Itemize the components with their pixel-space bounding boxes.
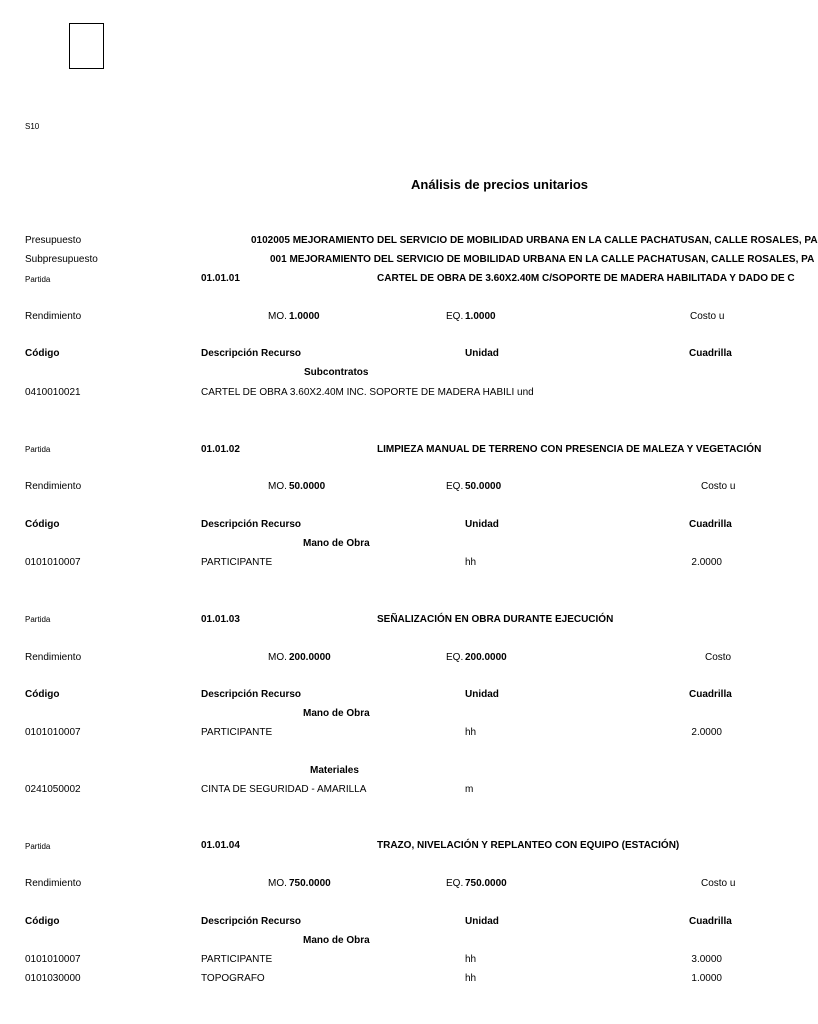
resource-description: PARTICIPANTE xyxy=(201,557,273,568)
partida-label: Partida xyxy=(25,842,51,851)
resource-description: PARTICIPANTE xyxy=(201,954,273,965)
rendimiento-label: Rendimiento xyxy=(25,878,82,889)
codigo-header: Código xyxy=(25,348,60,359)
group-header: Materiales xyxy=(310,765,359,776)
codigo-header: Código xyxy=(25,916,60,927)
partida-code: 01.01.03 xyxy=(201,614,240,625)
resource-code: 0241050002 xyxy=(25,784,81,795)
resource-unit: hh xyxy=(465,973,477,984)
resource-description: CARTEL DE OBRA 3.60X2.40M INC. SOPORTE DE MADERA HABILI und xyxy=(201,387,534,398)
partida-code: 01.01.04 xyxy=(201,840,240,851)
costo-label: Costo u xyxy=(701,878,736,889)
resource-cuadrilla: 2.0000 xyxy=(691,557,722,568)
partida-description: TRAZO, NIVELACIÓN Y REPLANTEO CON EQUIPO (ESTACIÓN) xyxy=(377,840,680,851)
eq-label: EQ. xyxy=(446,652,464,663)
descripcion-header: Descripción Recurso xyxy=(201,916,302,927)
partida-description: LIMPIEZA MANUAL DE TERRENO CON PRESENCIA DE MALEZA Y VEGETACIÓN xyxy=(377,444,762,455)
mo-label: MO. xyxy=(268,878,287,889)
codigo-header: Código xyxy=(25,519,60,530)
mo-label: MO. xyxy=(268,652,287,663)
resource-code: 0410010021 xyxy=(25,387,81,398)
unidad-header: Unidad xyxy=(465,348,499,359)
resource-code: 0101010007 xyxy=(25,954,81,965)
codigo-header: Código xyxy=(25,689,60,700)
rendimiento-label: Rendimiento xyxy=(25,652,82,663)
partida-label: Partida xyxy=(25,445,51,454)
group-header: Mano de Obra xyxy=(303,538,370,549)
presupuesto-label: Presupuesto xyxy=(25,235,82,246)
subpresupuesto-label: Subpresupuesto xyxy=(25,254,98,265)
mo-value: 50.0000 xyxy=(289,481,326,492)
eq-value: 750.0000 xyxy=(465,878,507,889)
partida-description: CARTEL DE OBRA DE 3.60X2.40M C/SOPORTE DE MADERA HABILITADA Y DADO DE C xyxy=(377,273,795,284)
partida-label: Partida xyxy=(25,615,51,624)
resource-unit: hh xyxy=(465,954,477,965)
page-title: Análisis de precios unitarios xyxy=(411,177,588,192)
partida-code: 01.01.02 xyxy=(201,444,240,455)
eq-value: 1.0000 xyxy=(465,311,496,322)
group-header: Subcontratos xyxy=(304,367,369,378)
partida-code: 01.01.01 xyxy=(201,273,240,284)
mo-value: 750.0000 xyxy=(289,878,331,889)
partida-label: Partida xyxy=(25,275,51,284)
cuadrilla-header: Cuadrilla xyxy=(689,916,732,927)
resource-description: CINTA DE SEGURIDAD - AMARILLA xyxy=(201,784,367,795)
eq-value: 50.0000 xyxy=(465,481,502,492)
report-code: S10 xyxy=(25,122,40,131)
eq-label: EQ. xyxy=(446,481,464,492)
presupuesto-value: 0102005 MEJORAMIENTO DEL SERVICIO DE MOBILIDAD URBANA EN LA CALLE PACHATUSAN, CALLE ROSALES, PA xyxy=(251,235,818,246)
resource-description: PARTICIPANTE xyxy=(201,727,273,738)
group-header: Mano de Obra xyxy=(303,708,370,719)
cuadrilla-header: Cuadrilla xyxy=(689,348,732,359)
logo-placeholder xyxy=(69,23,104,69)
unidad-header: Unidad xyxy=(465,916,499,927)
mo-value: 1.0000 xyxy=(289,311,320,322)
cuadrilla-header: Cuadrilla xyxy=(689,519,732,530)
costo-label: Costo u xyxy=(690,311,725,322)
resource-cuadrilla: 3.0000 xyxy=(691,954,722,965)
unidad-header: Unidad xyxy=(465,689,499,700)
resource-unit: m xyxy=(465,784,474,795)
subpresupuesto-value: 001 MEJORAMIENTO DEL SERVICIO DE MOBILIDAD URBANA EN LA CALLE PACHATUSAN, CALLE ROSALES, PA xyxy=(270,254,815,265)
rendimiento-label: Rendimiento xyxy=(25,311,82,322)
descripcion-header: Descripción Recurso xyxy=(201,519,302,530)
resource-code: 0101010007 xyxy=(25,727,81,738)
resource-description: TOPOGRAFO xyxy=(201,973,265,984)
mo-label: MO. xyxy=(268,481,287,492)
resource-cuadrilla: 1.0000 xyxy=(691,973,722,984)
resource-unit: hh xyxy=(465,557,477,568)
resource-cuadrilla: 2.0000 xyxy=(691,727,722,738)
descripcion-header: Descripción Recurso xyxy=(201,689,302,700)
resource-code: 0101030000 xyxy=(25,973,81,984)
eq-value: 200.0000 xyxy=(465,652,507,663)
costo-label: Costo xyxy=(705,652,732,663)
partida-description: SEÑALIZACIÓN EN OBRA DURANTE EJECUCIÓN xyxy=(377,614,614,625)
costo-label: Costo u xyxy=(701,481,736,492)
resource-code: 0101010007 xyxy=(25,557,81,568)
eq-label: EQ. xyxy=(446,311,464,322)
descripcion-header: Descripción Recurso xyxy=(201,348,302,359)
unidad-header: Unidad xyxy=(465,519,499,530)
mo-value: 200.0000 xyxy=(289,652,331,663)
eq-label: EQ. xyxy=(446,878,464,889)
resource-unit: hh xyxy=(465,727,477,738)
rendimiento-label: Rendimiento xyxy=(25,481,82,492)
group-header: Mano de Obra xyxy=(303,935,370,946)
mo-label: MO. xyxy=(268,311,287,322)
cuadrilla-header: Cuadrilla xyxy=(689,689,732,700)
